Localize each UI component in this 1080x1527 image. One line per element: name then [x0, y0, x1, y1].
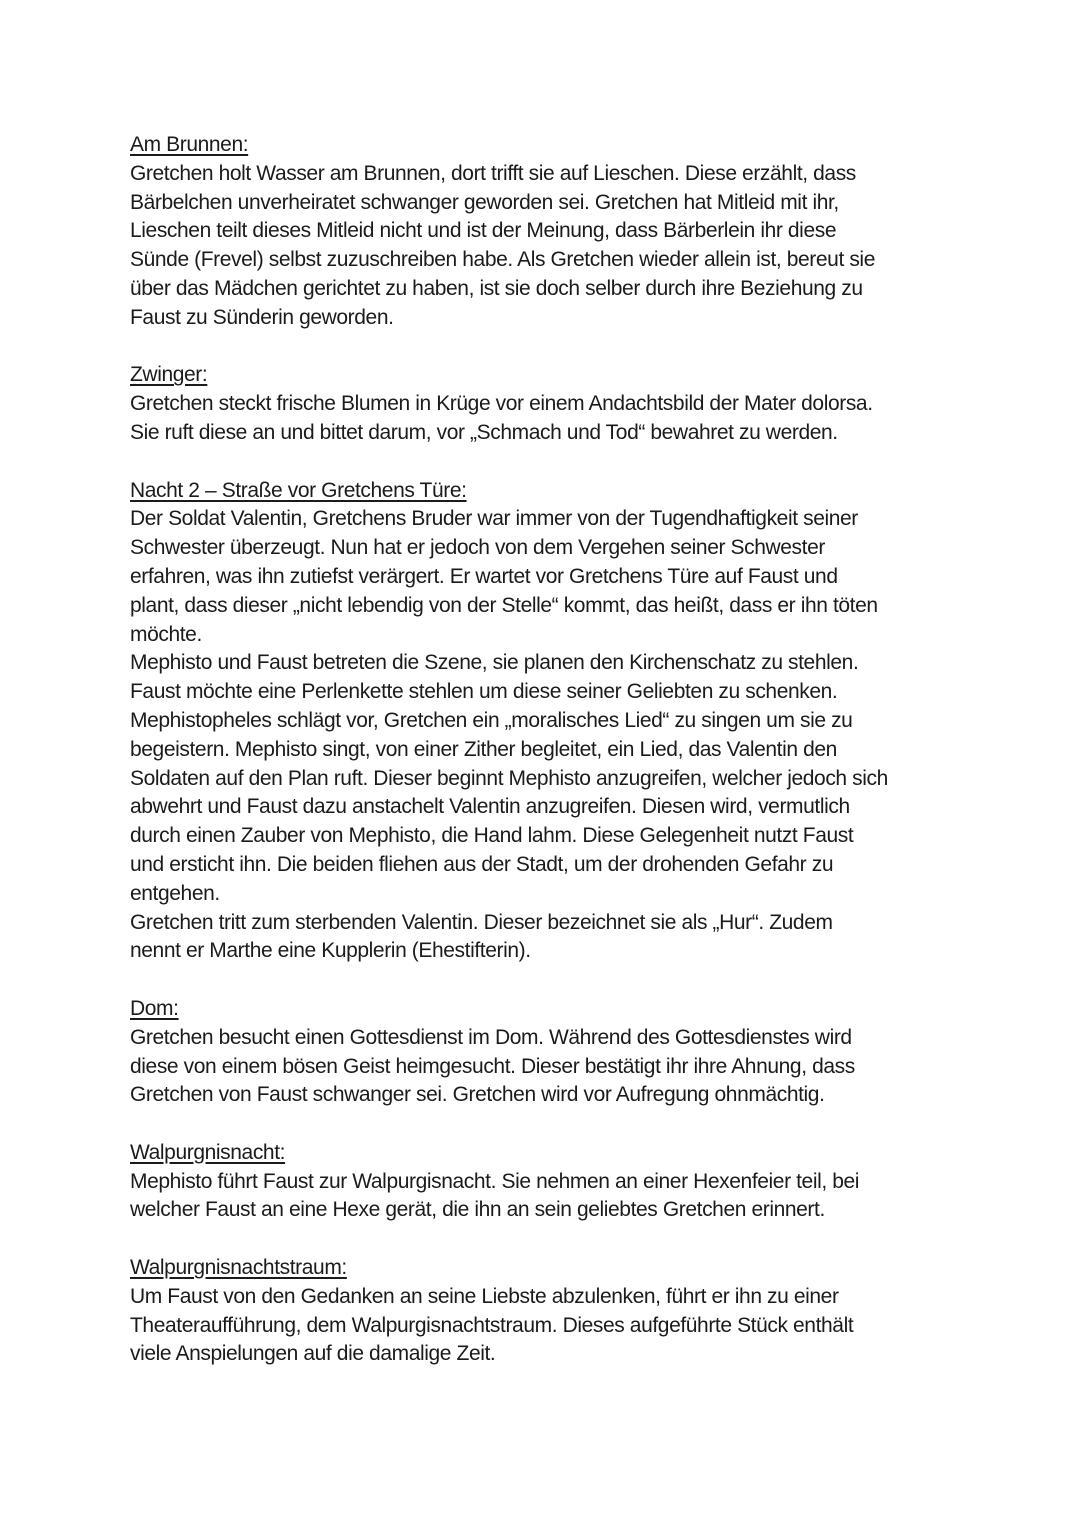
section-heading: Walpurgnisnachtstraum:: [130, 1256, 347, 1280]
text-line: abwehrt und Faust dazu anstachelt Valentin anzugreifen. Diesen wird, vermutlich: [130, 795, 850, 819]
text-line: plant, dass dieser „nicht lebendig von der Stelle“ kommt, das heißt, dass er ihn töten: [130, 593, 878, 617]
text-line: Sünde (Frevel) selbst zuzuschreiben habe. Als Gretchen wieder allein ist, bereut sie: [130, 248, 875, 272]
document-section: [130, 131, 1000, 333]
text-line: durch einen Zauber von Mephisto, die Hand lahm. Diese Gelegenheit nutzt Faust: [130, 824, 854, 848]
document-content: [130, 131, 1000, 1369]
document-section: [130, 1254, 1000, 1369]
section-heading: Nacht 2 – Straße vor Gretchens Türe:: [130, 478, 467, 502]
text-line: Bärbelchen unverheiratet schwanger geworden sei. Gretchen hat Mitleid mit ihr,: [130, 190, 839, 214]
section-heading: Dom:: [130, 996, 179, 1020]
text-line: möchte.: [130, 622, 202, 646]
text-line: diese von einem bösen Geist heimgesucht. Dieser bestätigt ihr ihre Ahnung, dass: [130, 1054, 855, 1078]
paragraph: [130, 1283, 1000, 1369]
text-line: begeistern. Mephisto singt, von einer Zither begleitet, ein Lied, das Valentin den: [130, 737, 837, 761]
text-line: und ersticht ihn. Die beiden fliehen aus der Stadt, um der drohenden Gefahr zu: [130, 852, 834, 876]
text-line: Der Soldat Valentin, Gretchens Bruder war immer von der Tugendhaftigkeit seiner: [130, 507, 858, 531]
text-line: viele Anspielungen auf die damalige Zeit.: [130, 1342, 496, 1366]
document-section: [130, 361, 1000, 447]
text-line: Soldaten auf den Plan ruft. Dieser beginnt Mephisto anzugreifen, welcher jedoch sich: [130, 766, 888, 790]
text-line: Lieschen teilt dieses Mitleid nicht und ist der Meinung, dass Bärberlein ihr diese: [130, 219, 837, 243]
paragraph: [130, 649, 1000, 908]
section-heading: Walpurgnisnacht:: [130, 1140, 286, 1164]
text-line: Um Faust von den Gedanken an seine Liebste abzulenken, führt er ihn zu einer: [130, 1284, 839, 1308]
text-line: Gretchen von Faust schwanger sei. Gretchen wird vor Aufregung ohnmächtig.: [130, 1083, 825, 1107]
text-line: welcher Faust an eine Hexe gerät, die ihn an sein geliebtes Gretchen erinnert.: [130, 1198, 825, 1222]
text-line: Mephisto und Faust betreten die Szene, sie planen den Kirchenschatz zu stehlen.: [130, 651, 859, 675]
text-line: Schwester überzeugt. Nun hat er jedoch von dem Vergehen seiner Schwester: [130, 536, 825, 560]
text-line: Mephistopheles schlägt vor, Gretchen ein „moralisches Lied“ zu singen um sie zu: [130, 708, 853, 732]
text-line: Faust zu Sünderin geworden.: [130, 305, 394, 329]
section-heading: Zwinger:: [130, 363, 208, 387]
document-section: [130, 995, 1000, 1110]
text-line: entgehen.: [130, 881, 220, 905]
text-line: Gretchen steckt frische Blumen in Krüge vor einem Andachtsbild der Mater dolorsa.: [130, 392, 873, 416]
text-line: Gretchen tritt zum sterbenden Valentin. Dieser bezeichnet sie als „Hur“. Zudem: [130, 910, 833, 934]
paragraph: [130, 909, 1000, 967]
paragraph: [130, 1168, 1000, 1226]
paragraph: [130, 505, 1000, 649]
paragraph: [130, 1024, 1000, 1110]
text-line: Gretchen holt Wasser am Brunnen, dort trifft sie auf Lieschen. Diese erzählt, dass: [130, 161, 856, 185]
text-line: Mephisto führt Faust zur Walpurgisnacht. Sie nehmen an einer Hexenfeier teil, bei: [130, 1169, 860, 1193]
section-heading: Am Brunnen:: [130, 133, 249, 156]
paragraph: [130, 390, 1000, 448]
paragraph: [130, 160, 1000, 333]
text-line: erfahren, was ihn zutiefst verärgert. Er wartet vor Gretchens Türe auf Faust und: [130, 564, 838, 588]
text-line: nennt er Marthe eine Kupplerin (Ehestifterin).: [130, 939, 531, 963]
text-line: Theateraufführung, dem Walpurgisnachtstraum. Dieses aufgeführte Stück enthält: [130, 1313, 854, 1337]
document-section: [130, 1139, 1000, 1225]
document-section: [130, 477, 1000, 967]
text-line: über das Mädchen gerichtet zu haben, ist sie doch selber durch ihre Beziehung zu: [130, 276, 863, 300]
text-line: Sie ruft diese an und bittet darum, vor „Schmach und Tod“ bewahret zu werden.: [130, 420, 838, 444]
text-line: Faust möchte eine Perlenkette stehlen um diese seiner Geliebten zu schenken.: [130, 680, 838, 704]
text-line: Gretchen besucht einen Gottesdienst im Dom. Während des Gottesdienstes wird: [130, 1025, 852, 1049]
